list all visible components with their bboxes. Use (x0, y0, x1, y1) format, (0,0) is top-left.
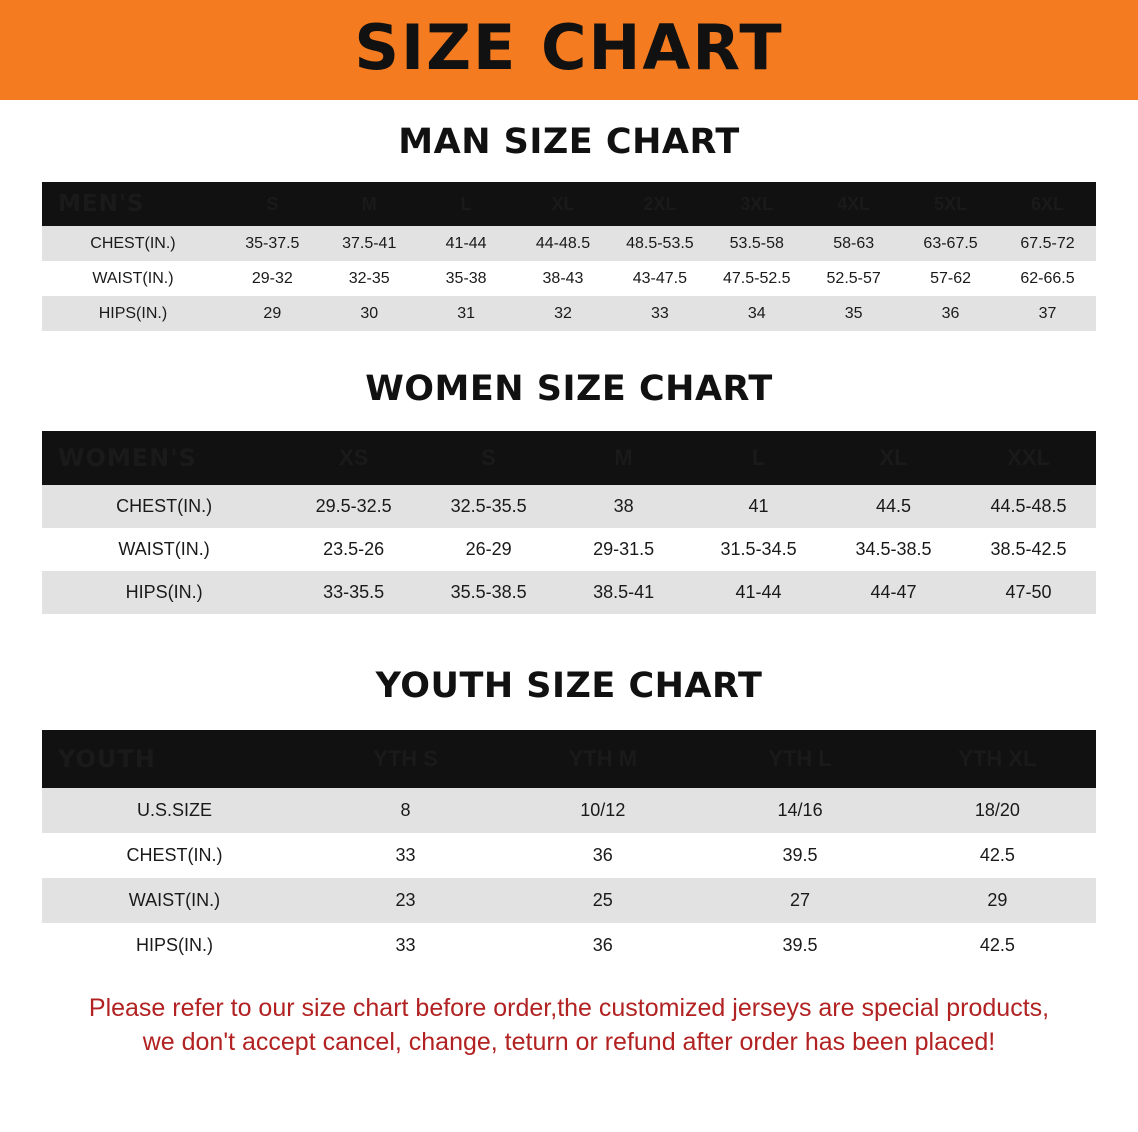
row-label: HIPS(IN.) (42, 296, 224, 331)
table-cell: 38-43 (515, 261, 612, 296)
table-cell: 33 (307, 833, 504, 878)
women-table-head (42, 431, 1096, 485)
column-header: YTH L (701, 730, 898, 788)
table-cell: 36 (504, 923, 701, 968)
table-cell: 18/20 (899, 788, 1096, 833)
table-row (42, 261, 1096, 296)
table-row (42, 833, 1096, 878)
table-cell: 63-67.5 (902, 226, 999, 261)
youth-section-title: YOUTH SIZE CHART (375, 666, 763, 706)
women-table-wrapper (42, 431, 1096, 614)
column-header: S (421, 431, 556, 485)
table-cell: 29-31.5 (556, 528, 691, 571)
table-cell: 38.5-41 (556, 571, 691, 614)
man-table-wrapper (42, 182, 1096, 331)
table-row (42, 878, 1096, 923)
man-section-title: MAN SIZE CHART (398, 122, 740, 162)
table-cell: 43-47.5 (611, 261, 708, 296)
row-label: CHEST(IN.) (42, 833, 307, 878)
table-cell: 29 (224, 296, 321, 331)
disclaimer-line-2: we don't accept cancel, change, teturn or refund after order has been placed! (142, 1027, 996, 1056)
youth-table-wrapper (42, 730, 1096, 968)
table-cell: 32.5-35.5 (421, 485, 556, 528)
table-cell: 44.5-48.5 (961, 485, 1096, 528)
youth-table-head (42, 730, 1096, 788)
table-cell: 35-38 (418, 261, 515, 296)
table-cell: 23 (307, 878, 504, 923)
column-header: XXL (961, 431, 1096, 485)
table-cell: 41 (691, 485, 826, 528)
table-cell: 33 (307, 923, 504, 968)
table-cell: 42.5 (899, 923, 1096, 968)
table-corner-label: WOMEN'S (42, 431, 286, 485)
row-label: CHEST(IN.) (42, 226, 224, 261)
table-cell: 48.5-53.5 (611, 226, 708, 261)
row-label: HIPS(IN.) (42, 571, 286, 614)
man-table-head (42, 182, 1096, 226)
row-label: WAIST(IN.) (42, 528, 286, 571)
table-cell: 38 (556, 485, 691, 528)
table-row (42, 485, 1096, 528)
table-cell: 39.5 (701, 833, 898, 878)
table-header-row (42, 182, 1096, 226)
table-cell: 27 (701, 878, 898, 923)
column-header: YTH M (504, 730, 701, 788)
table-cell: 42.5 (899, 833, 1096, 878)
table-corner-label: YOUTH (42, 730, 307, 788)
table-cell: 47.5-52.5 (708, 261, 805, 296)
women-table-body (42, 485, 1096, 614)
column-header: L (691, 431, 826, 485)
table-cell: 34.5-38.5 (826, 528, 961, 571)
column-header: S (224, 182, 321, 226)
column-header: L (418, 182, 515, 226)
table-cell: 10/12 (504, 788, 701, 833)
column-header: M (556, 431, 691, 485)
table-cell: 41-44 (691, 571, 826, 614)
column-header: XL (826, 431, 961, 485)
table-cell: 25 (504, 878, 701, 923)
table-cell: 29-32 (224, 261, 321, 296)
table-cell: 53.5-58 (708, 226, 805, 261)
table-cell: 35.5-38.5 (421, 571, 556, 614)
table-cell: 32-35 (321, 261, 418, 296)
table-cell: 31 (418, 296, 515, 331)
column-header: XL (515, 182, 612, 226)
column-header: 3XL (708, 182, 805, 226)
banner (0, 0, 1138, 100)
column-header: YTH XL (899, 730, 1096, 788)
women-section-title: WOMEN SIZE CHART (365, 369, 773, 409)
table-cell: 31.5-34.5 (691, 528, 826, 571)
table-cell: 29 (899, 878, 1096, 923)
table-row (42, 571, 1096, 614)
disclaimer-line-1: Please refer to our size chart before order,the customized jerseys are special products, (88, 994, 1050, 1022)
table-row (42, 788, 1096, 833)
column-header: 4XL (805, 182, 902, 226)
column-header: 5XL (902, 182, 999, 226)
women-size-table (42, 431, 1096, 614)
table-cell: 58-63 (805, 226, 902, 261)
table-row (42, 923, 1096, 968)
table-cell: 44-48.5 (515, 226, 612, 261)
man-table-body (42, 226, 1096, 331)
table-cell: 34 (708, 296, 805, 331)
table-cell: 32 (515, 296, 612, 331)
table-cell: 30 (321, 296, 418, 331)
table-cell: 36 (902, 296, 999, 331)
table-cell: 44-47 (826, 571, 961, 614)
table-cell: 37.5-41 (321, 226, 418, 261)
table-cell: 23.5-26 (286, 528, 421, 571)
table-corner-label: MEN'S (42, 182, 224, 226)
table-row (42, 528, 1096, 571)
column-header: M (321, 182, 418, 226)
row-label: WAIST(IN.) (42, 261, 224, 296)
page-title: SIZE CHART (354, 11, 784, 84)
table-cell: 14/16 (701, 788, 898, 833)
table-header-row (42, 730, 1096, 788)
row-label: U.S.SIZE (42, 788, 307, 833)
table-cell: 33-35.5 (286, 571, 421, 614)
table-cell: 33 (611, 296, 708, 331)
column-header: 2XL (611, 182, 708, 226)
table-row (42, 296, 1096, 331)
table-cell: 52.5-57 (805, 261, 902, 296)
table-row (42, 226, 1096, 261)
table-cell: 39.5 (701, 923, 898, 968)
table-cell: 35-37.5 (224, 226, 321, 261)
table-cell: 26-29 (421, 528, 556, 571)
table-header-row (42, 431, 1096, 485)
table-cell: 8 (307, 788, 504, 833)
row-label: WAIST(IN.) (42, 878, 307, 923)
youth-table-body (42, 788, 1096, 968)
disclaimer-note (38, 992, 1100, 1060)
table-cell: 29.5-32.5 (286, 485, 421, 528)
table-cell: 37 (999, 296, 1096, 331)
row-label: HIPS(IN.) (42, 923, 307, 968)
column-header: 6XL (999, 182, 1096, 226)
table-cell: 38.5-42.5 (961, 528, 1096, 571)
column-header: XS (286, 431, 421, 485)
column-header: YTH S (307, 730, 504, 788)
table-cell: 62-66.5 (999, 261, 1096, 296)
table-cell: 41-44 (418, 226, 515, 261)
man-size-table (42, 182, 1096, 331)
table-cell: 44.5 (826, 485, 961, 528)
row-label: CHEST(IN.) (42, 485, 286, 528)
table-cell: 57-62 (902, 261, 999, 296)
table-cell: 47-50 (961, 571, 1096, 614)
youth-size-table (42, 730, 1096, 968)
table-cell: 35 (805, 296, 902, 331)
table-cell: 67.5-72 (999, 226, 1096, 261)
table-cell: 36 (504, 833, 701, 878)
